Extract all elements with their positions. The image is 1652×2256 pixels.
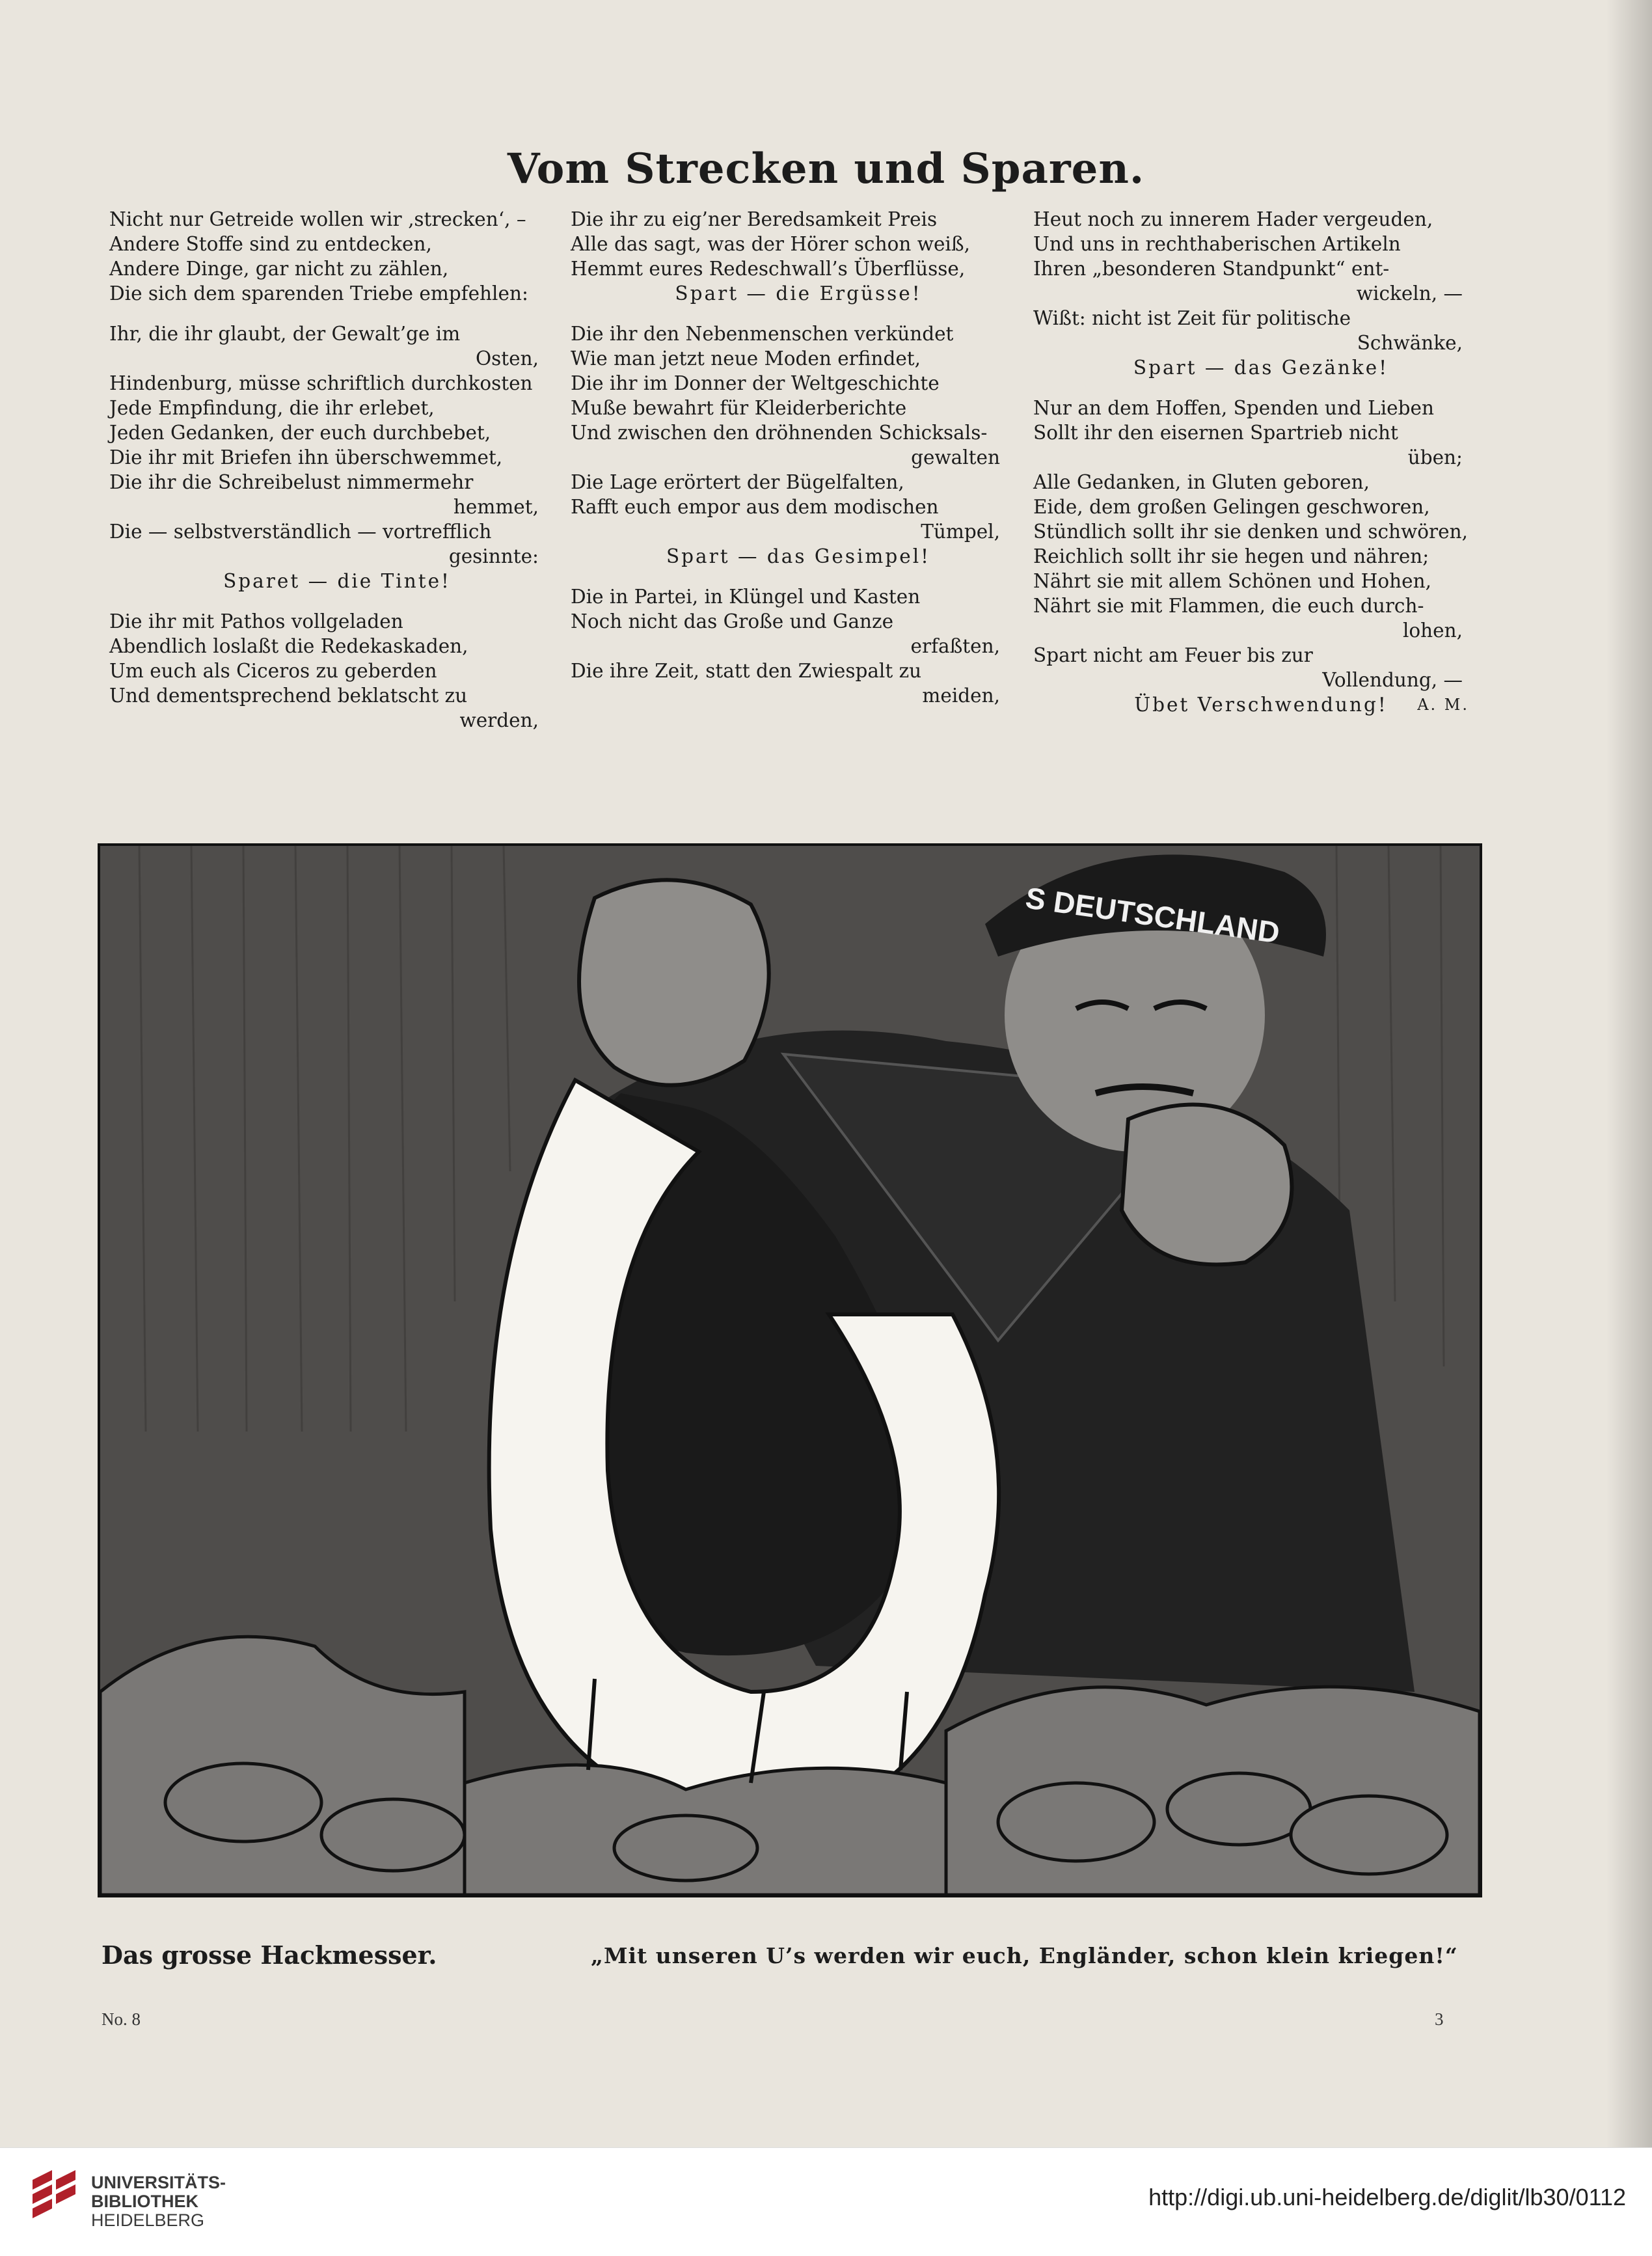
poem-line: Schwänke, [1357,332,1463,354]
poem-line: Andere Stoffe sind zu entdecken, [109,233,432,255]
poem-line: Stündlich sollt ihr sie denken und schwören, [1033,521,1468,543]
library-line-2: BIBLIOTHEK [91,2192,198,2211]
poem-line: Ihr, die ihr glaubt, der Gewalt’ge im [109,323,461,345]
poem-line: Nährt sie mit allem Schönen und Hohen, [1033,570,1431,592]
poem-line: Vollendung, — [1322,669,1463,691]
poem-line: Übet Verschwendung! A. M. [1134,694,1469,716]
poem-line: Osten, [475,347,539,370]
poem-line: gesinnte: [448,545,539,567]
poem-line: Die sich dem sparenden Triebe empfehlen: [109,282,528,305]
poem-line: Rafft euch empor aus dem modischen [571,496,939,518]
cartoon-illustration [98,843,1482,1897]
poem-line: Und dementsprechend beklatscht zu [109,685,468,707]
poem-line: Sparet — die Tinte! [223,570,451,592]
source-url[interactable]: http://digi.ub.uni-heidelberg.de/diglit/lb30/0112 [1148,2184,1626,2210]
poem-line: Ihren „besonderen Standpunkt“ ent- [1033,258,1390,280]
poem-line: Alle Gedanken, in Gluten geboren, [1033,471,1370,493]
poem-line: Reichlich sollt ihr sie hegen und nähren; [1033,545,1429,567]
poem-line: Die in Partei, in Klüngel und Kasten [571,586,921,608]
poem-line: Und uns in rechthaberischen Artikeln [1033,233,1401,255]
poem-line: Hindenburg, müsse schriftlich durchkosten [109,372,533,394]
issue-number: No. 8 [102,2009,141,2029]
poem-line: Wie man jetzt neue Moden erfindet, [571,347,921,370]
poem-line: Muße bewahrt für Kleiderberichte [571,397,907,419]
poem-line: Noch nicht das Große und Ganze [571,610,894,632]
poem-line: Spart — die Ergüsse! [675,282,922,305]
poem-line: Nährt sie mit Flammen, die euch durch- [1033,595,1424,617]
page-number: 3 [1435,2009,1444,2029]
poem-line: Eide, dem großen Gelingen geschworen, [1033,496,1430,518]
poem-line: Die ihr mit Briefen ihn überschwemmet, [109,446,503,469]
poem-line: üben; [1407,446,1463,469]
stanza-gap [109,306,565,321]
poem-line: meiden, [922,685,1000,707]
stanza-gap [571,306,1026,321]
poem-line: Sollt ihr den eisernen Spartrieb nicht [1033,422,1398,444]
library-name [91,2173,226,2230]
poem-line: Die ihr die Schreibelust nimmermehr [109,471,474,493]
poem-line: Heut noch zu innerem Hader vergeuden, [1033,208,1433,230]
poem-line: Um euch als Ciceros zu geberden [109,660,437,682]
caption-title: Das grosse Hackmesser. [102,1940,437,1970]
poem-line: Die Lage erörtert der Bügelfalten, [571,471,904,493]
cartoon-drawing [100,846,1480,1895]
poem-line: Hemmt eures Redeschwall’s Überflüsse, [571,258,966,280]
poem-line: Nur an dem Hoffen, Spenden und Lieben [1033,397,1434,419]
poem-line: hemmet, [453,496,539,518]
poem-line: Abendlich loslaßt die Redekaskaden, [109,635,468,657]
poem-line: Jede Empfindung, die ihr erlebet, [109,397,435,419]
poem-line: Die — selbstverständlich — vortrefflich [109,521,492,543]
author-signature: A. M. [1417,696,1469,714]
cap-band-text: S DEUTSCHLAND [1023,880,1282,950]
poem-line: wickeln, — [1356,282,1463,305]
poem-line: werden, [459,709,539,731]
poem-line: Spart — das Gezänke! [1133,357,1389,379]
poem-line: gewalten [911,446,1000,469]
poem-line: Jeden Gedanken, der euch durchbebet, [109,422,491,444]
poem-column-3 [1033,207,1489,717]
poem-line: Die ihr den Nebenmenschen verkündet [571,323,954,345]
caption-quote: „Mit unseren U’s werden wir euch, Engländer, schon klein kriegen!“ [591,1943,1458,1968]
poem-line: Die ihr zu eig’ner Beredsamkeit Preis [571,208,938,230]
library-line-1: UNIVERSITÄTS- [91,2173,226,2192]
page-title: Vom Strecken und Sparen. [507,144,1145,193]
stanza-gap [109,593,565,609]
poem-line: Nicht nur Getreide wollen wir ‚strecken‘, – [109,208,526,230]
page-edge-shadow [1606,0,1652,2147]
poem-line: Die ihr im Donner der Weltgeschichte [571,372,940,394]
poem-line: Tümpel, [921,521,1000,543]
poem-line: Spart — das Gesimpel! [666,545,931,567]
raised-fist [579,880,769,1085]
poem-line: Die ihre Zeit, statt den Zwiespalt zu [571,660,922,682]
poem-line: Alle das sagt, was der Hörer schon weiß, [571,233,970,255]
poem-line: Andere Dinge, gar nicht zu zählen, [109,258,449,280]
library-line-3: HEIDELBERG [91,2210,205,2230]
poem-column-2 [571,207,1026,708]
right-fist [1122,1105,1292,1265]
poem-line: lohen, [1402,619,1463,642]
poem-column-1 [109,207,565,733]
poem-line: Wißt: nicht ist Zeit für politische [1033,307,1351,329]
poem-line: erfaßten, [910,635,1000,657]
poem-line: Spart nicht am Feuer bis zur [1033,644,1313,666]
library-logo-icon [26,2167,85,2225]
stanza-gap [1033,380,1489,396]
stanza-gap [571,569,1026,584]
poem-line: Die ihr mit Pathos vollgeladen [109,610,403,632]
poem-line: Und zwischen den dröhnenden Schicksals- [571,422,988,444]
